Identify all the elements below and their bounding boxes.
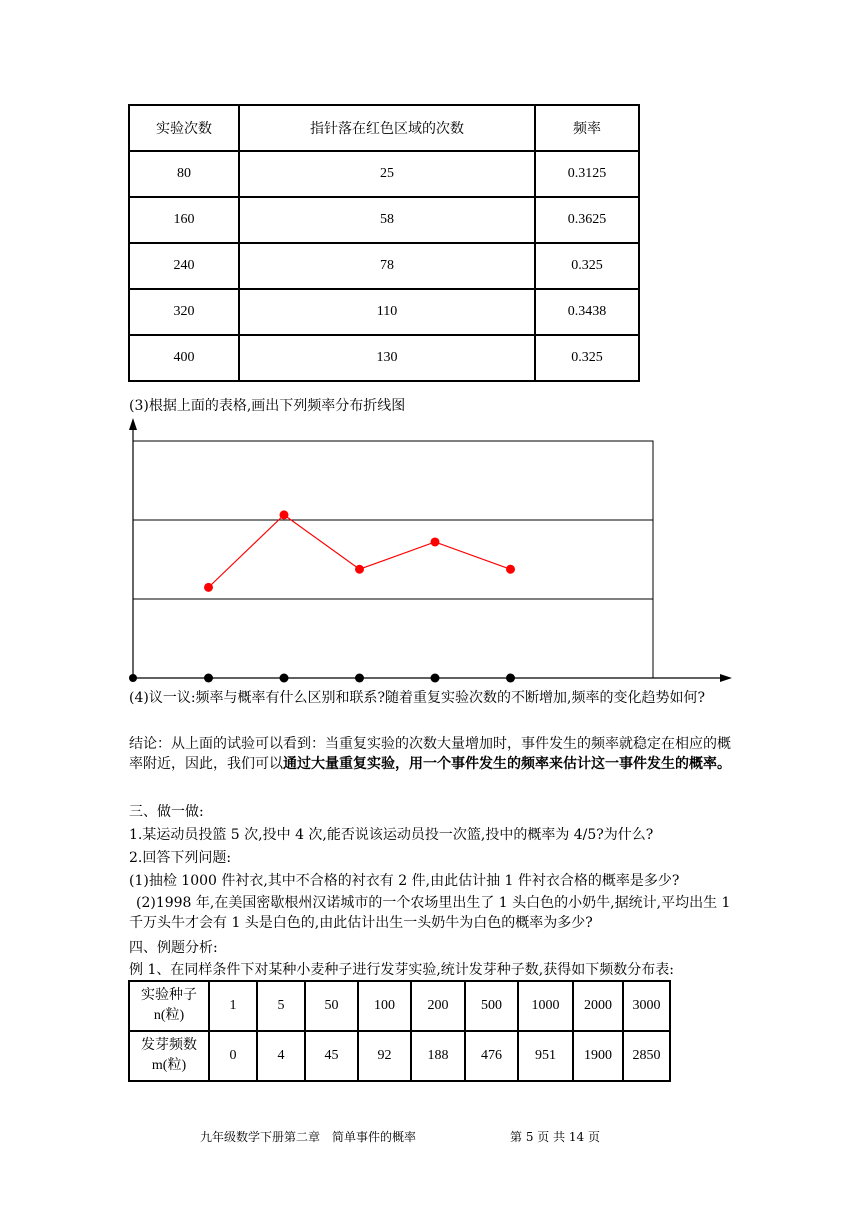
table-cell: 5 (257, 981, 305, 1031)
table-row (129, 981, 670, 1031)
row-label-line: 实验种子 (141, 988, 197, 1003)
header-cell: 指针落在红色区域的次数 (239, 105, 535, 151)
data-point (506, 565, 515, 574)
table-cell: 200 (411, 981, 465, 1031)
table-cell: 80 (129, 151, 239, 197)
table-cell: 240 (129, 243, 239, 289)
table-cell: 50 (305, 981, 358, 1031)
x-axis-tick-point (355, 674, 364, 683)
table-cell: 400 (129, 335, 239, 381)
table-cell: 0.3625 (535, 197, 639, 243)
frequency-series-line (209, 515, 511, 588)
table-cell: 320 (129, 289, 239, 335)
table-cell: 160 (129, 197, 239, 243)
row-label (129, 1031, 209, 1081)
table-cell: 951 (518, 1031, 573, 1081)
table-row (129, 289, 639, 335)
table-row (129, 1031, 670, 1081)
x-axis-tick-point (506, 674, 515, 683)
table-cell: 3000 (623, 981, 670, 1031)
table-cell: 78 (239, 243, 535, 289)
row-label (129, 981, 209, 1031)
header-cell: 频率 (535, 105, 639, 151)
table-cell: 0 (209, 1031, 257, 1081)
table-cell: 4 (257, 1031, 305, 1081)
table-cell: 1 (209, 981, 257, 1031)
question-4: (4)议一议:频率与概率有什么区别和联系?随着重复实验次数的不断增加,频率的变化趋势如何? (129, 690, 706, 706)
row-label-line: 发芽频数 (141, 1038, 197, 1053)
table-cell: 0.3438 (535, 289, 639, 335)
table-cell: 500 (465, 981, 518, 1031)
table-cell: 2850 (623, 1031, 670, 1081)
page-number: 第 5 页 共 14 页 (510, 1130, 600, 1144)
table-header-row (129, 105, 639, 151)
table-cell: 1900 (573, 1031, 623, 1081)
table-row (129, 243, 639, 289)
table-row (129, 197, 639, 243)
row-label-line: n(粒) (153, 1008, 185, 1023)
table-cell: 92 (358, 1031, 411, 1081)
table-cell: 58 (239, 197, 535, 243)
x-axis-tick-point (431, 674, 440, 683)
conclusion-bold-text: 通过大量重复实验，用一个事件发生的频率来估计这一事件发生的概率。 (283, 756, 731, 772)
plot-frame (133, 441, 653, 678)
header-cell: 实验次数 (129, 105, 239, 151)
table-cell: 0.3125 (535, 151, 639, 197)
table-cell: 2000 (573, 981, 623, 1031)
table-cell: 0.325 (535, 335, 639, 381)
table-row (129, 335, 639, 381)
x-axis-arrow (720, 674, 732, 682)
conclusion (129, 734, 733, 774)
table-cell: 110 (239, 289, 535, 335)
example-1: 例 1、在同样条件下对某种小麦种子进行发芽实验,统计发芽种子数,获得如下频数分布表: (129, 962, 674, 978)
data-point (431, 537, 440, 546)
exercise-2-1: (1)抽检 1000 件衬衣,其中不合格的衬衣有 2 件,由此估计抽 1 件衬衣合格的概率是多少? (129, 873, 680, 889)
frequency-line-chart (0, 410, 860, 690)
y-axis-arrow (129, 418, 137, 430)
footer-title: 九年级数学下册第二章 简单事件的概率 (200, 1130, 417, 1144)
germination-table (128, 980, 671, 1082)
x-axis-tick-point (204, 674, 213, 683)
section-heading-3: 三、做一做: (129, 804, 204, 820)
table-cell: 45 (305, 1031, 358, 1081)
exercise-1: 1.某运动员投篮 5 次,投中 4 次,能否说该运动员投一次篮,投中的概率为 4/5?为什么? (129, 827, 654, 843)
table-cell: 0.325 (535, 243, 639, 289)
data-point (280, 510, 289, 519)
frequency-table (128, 104, 640, 382)
data-point (355, 565, 364, 574)
table-cell: 476 (465, 1031, 518, 1081)
chart-caption: (3)根据上面的表格,画出下列频率分布折线图 (129, 398, 406, 414)
data-point (204, 583, 213, 592)
origin-point (129, 674, 137, 682)
table-cell: 188 (411, 1031, 465, 1081)
row-label-line: m(粒) (151, 1058, 187, 1073)
table-cell: 130 (239, 335, 535, 381)
table-cell: 25 (239, 151, 535, 197)
exercise-2: 2.回答下列问题: (129, 850, 232, 866)
exercise-2-2: (2)1998 年,在美国密歇根州汉诺城市的一个农场里出生了 1 头白色的小奶牛,据统计,平均出生 1 千万头牛才会有 1 头是白色的,由此估计出生一头奶牛为白色的概率为多少? (129, 895, 731, 931)
table-cell: 1000 (518, 981, 573, 1031)
table-cell: 100 (358, 981, 411, 1031)
x-axis-tick-point (280, 674, 289, 683)
table-row (129, 151, 639, 197)
conclusion-text: 结论：从上面的试验可以看到：当重复实验的次数大量增加时，事件发生的频率就稳定在相应的概率附近，因此，我们可以 (129, 736, 731, 772)
section-heading-4: 四、例题分析: (129, 940, 218, 956)
